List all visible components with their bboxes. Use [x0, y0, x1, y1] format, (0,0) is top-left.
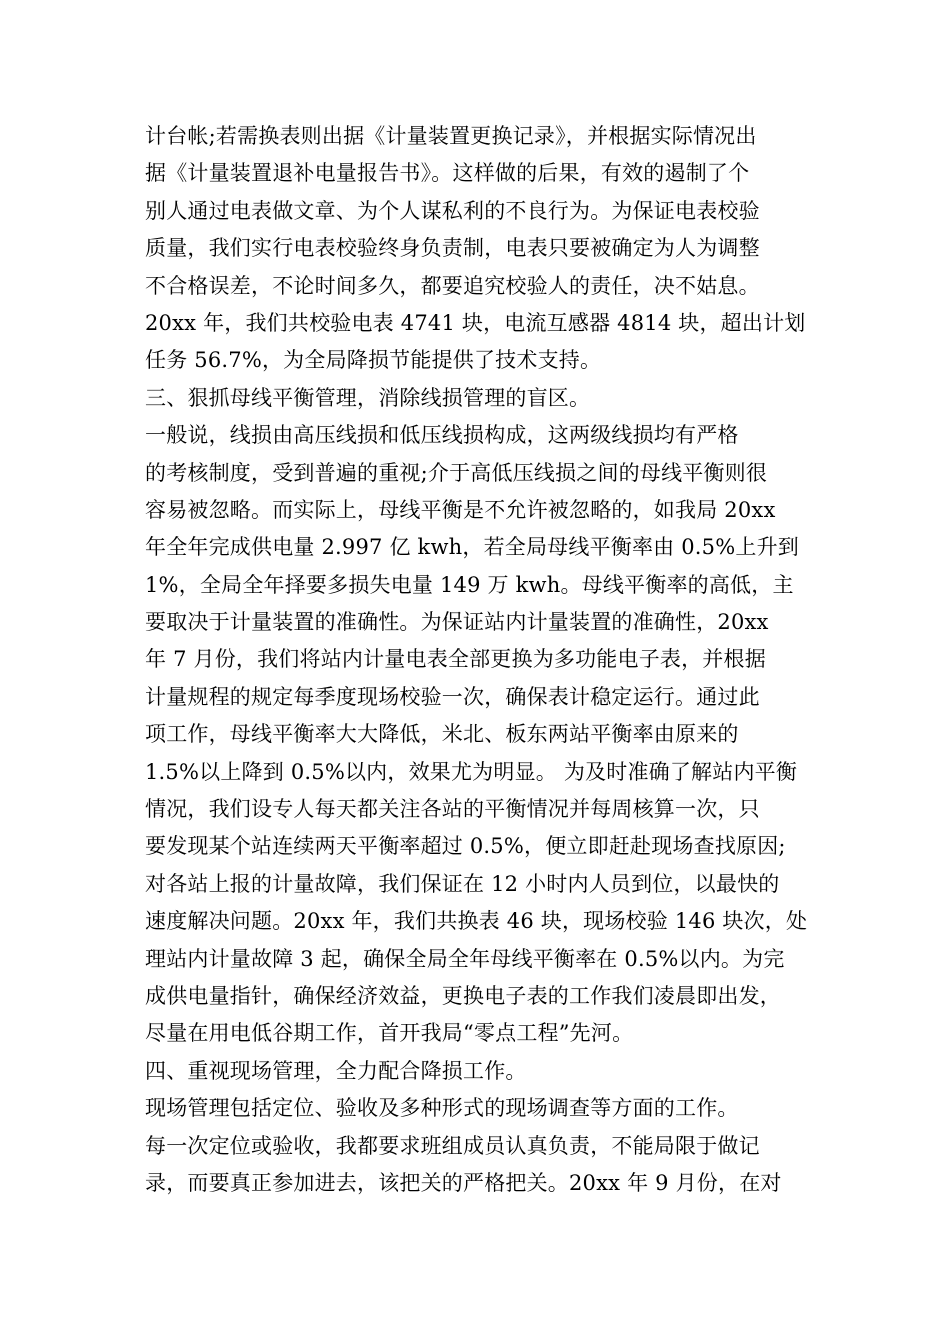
- text-line: 计量规程的规定每季度现场校验一次，确保表计稳定运行。通过此: [145, 684, 760, 709]
- text-line: 年 7 月份，我们将站内计量电表全部更换为多功能电子表，并根据: [145, 647, 766, 672]
- text-line: 要取决于计量装置的准确性。为保证站内计量装置的准确性，20xx: [145, 610, 769, 635]
- text-line: 任务 56.7%，为全局降损节能提供了技术支持。: [145, 348, 602, 373]
- document-body: [145, 118, 825, 1202]
- text-line: 计台帐;若需换表则出据《计量装置更换记录》，并根据实际情况出: [145, 124, 757, 148]
- text-line: 速度解决问题。20xx 年，我们共换表 46 块，现场校验 146 块次，处: [145, 909, 808, 934]
- text-line: 情况，我们设专人每天都关注各站的平衡情况并每周核算一次，只: [145, 797, 760, 822]
- text-line: 理站内计量故障 3 起，确保全局全年母线平衡率在 0.5%以内。为完: [145, 946, 785, 971]
- text-line: 容易被忽略。而实际上，母线平衡是不允许被忽略的，如我局 20xx: [145, 497, 776, 522]
- text-line: 对各站上报的计量故障，我们保证在 12 小时内人员到位，以最快的: [145, 871, 780, 896]
- text-line: 一般说，线损由高压线损和低压线损构成，这两级线损均有严格: [145, 423, 739, 448]
- section-heading: 三、狠抓母线平衡管理，消除线损管理的盲区。: [145, 385, 591, 410]
- section-heading: 四、重视现场管理，全力配合降损工作。: [145, 1058, 527, 1083]
- text-line: 每一次定位或验收，我都要求班组成员认真负责，不能局限于做记: [145, 1133, 760, 1158]
- text-line: 别人通过电表做文章、为个人谋私利的不良行为。为保证电表校验: [145, 198, 760, 223]
- text-line: 项工作，母线平衡率大大降低，米北、板东两站平衡率由原来的: [145, 722, 739, 747]
- text-line: 现场管理包括定位、验收及多种形式的现场调查等方面的工作。: [145, 1096, 739, 1121]
- text-line: 不合格误差，不论时间多久，都要追究校验人的责任，决不姑息。: [145, 273, 760, 298]
- text-line: 20xx 年，我们共校验电表 4741 块，电流互感器 4814 块，超出计划: [145, 310, 806, 335]
- text-line: 年全年完成供电量 2.997 亿 kwh，若全局母线平衡率由 0.5%上升到: [145, 535, 799, 560]
- text-line: 成供电量指针，确保经济效益，更换电子表的工作我们凌晨即出发，: [145, 983, 781, 1008]
- text-line: 1.5%以上降到 0.5%以内，效果尤为明显。 为及时准确了解站内平衡: [145, 759, 798, 784]
- text-line: 的考核制度，受到普遍的重视;介于高低压线损之间的母线平衡则很: [145, 460, 768, 485]
- text-line: 质量，我们实行电表校验终身负责制，电表只要被确定为人为调整: [145, 236, 760, 261]
- text-line: 尽量在用电低谷期工作，首开我局“零点工程”先河。: [145, 1021, 634, 1046]
- text-line: 据《计量装置退补电量报告书》。这样做的后果，有效的遏制了个: [145, 161, 750, 186]
- text-line: 1%，全局全年择要多损失电量 149 万 kwh。母线平衡率的高低，主: [145, 572, 794, 597]
- text-line: 录，而要真正参加进去，该把关的严格把关。20xx 年 9 月份，在对: [145, 1170, 782, 1195]
- text-line: 要发现某个站连续两天平衡率超过 0.5%，便立即赶赴现场查找原因;: [145, 834, 786, 859]
